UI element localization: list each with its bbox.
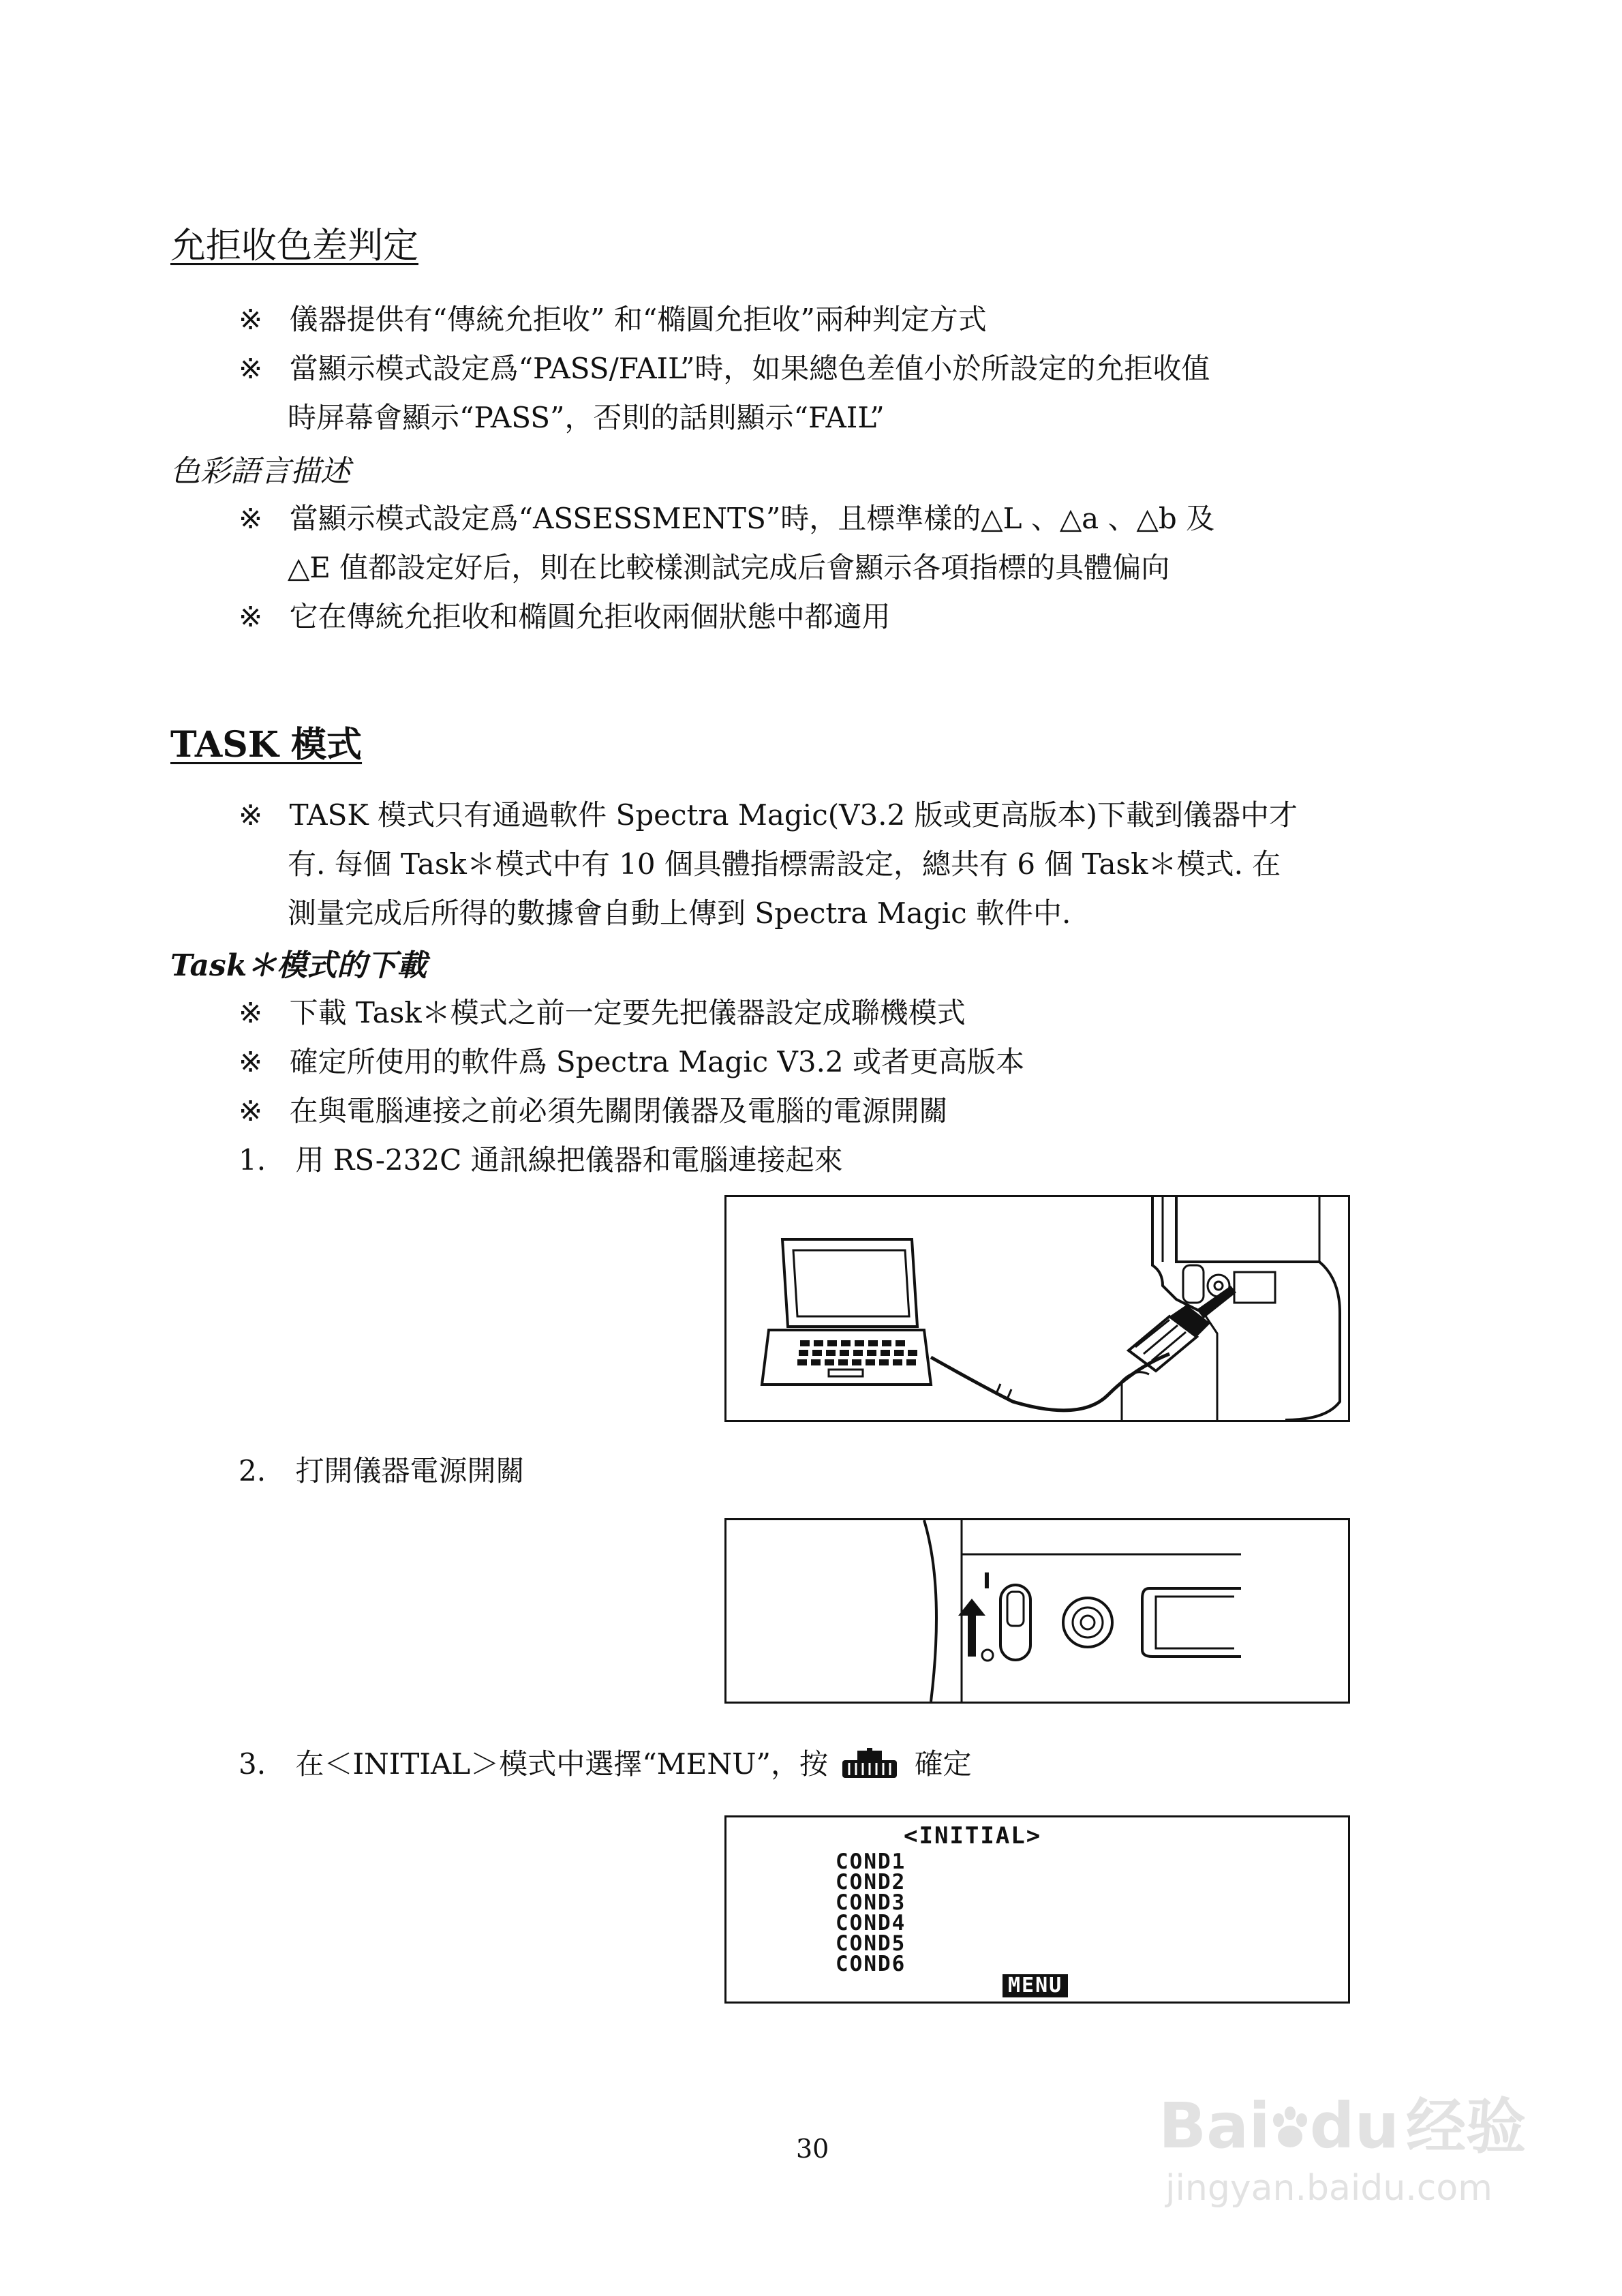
bullet-row xyxy=(239,1089,948,1130)
step-number: 1. xyxy=(239,1143,266,1177)
step-number: 2. xyxy=(239,1454,266,1487)
step-text: 用 RS-232C 通訊線把儀器和電腦連接起來 xyxy=(295,1143,843,1177)
bullet-mark: ※ xyxy=(239,352,263,385)
bullet-text: 下載 Task＊模式之前一定要先把儀器設定成聯機模式 xyxy=(289,996,966,1029)
step-text-after: 確定 xyxy=(914,1747,972,1781)
page-number: 30 xyxy=(796,2134,829,2164)
figure-cable-connection xyxy=(724,1195,1350,1422)
port-rs232-icon xyxy=(1142,1588,1241,1657)
bullet-mark: ※ xyxy=(239,502,263,535)
section-title-task-mode: TASK 模式 xyxy=(170,724,363,766)
bullet-text: 儀器提供有“傳統允拒收” 和“橢圓允拒收”兩种判定方式 xyxy=(289,303,987,336)
lcd-header: <INITIAL> xyxy=(904,1822,1042,1849)
bullet-mark: ※ xyxy=(239,1094,263,1128)
bullet-text: TASK 模式只有通過軟件 Spectra Magic(V3.2 版或更高版本)下載到儀器中才 xyxy=(289,798,1298,832)
figure-power-switch xyxy=(724,1518,1350,1704)
power-switch-icon xyxy=(1000,1585,1030,1660)
laptop-screen-icon xyxy=(782,1239,917,1327)
port-round-icon xyxy=(1063,1598,1112,1647)
bullet-continuation: 測量完成后所得的數據會自動上傳到 Spectra Magic 軟件中. xyxy=(288,896,1071,930)
bullet-mark: ※ xyxy=(239,600,263,633)
step-2 xyxy=(239,1449,524,1490)
laptop-cable-illustration xyxy=(726,1197,1348,1420)
watermark-logo xyxy=(1159,2079,1526,2165)
section-title-tolerance: 允拒收色差判定 xyxy=(170,226,419,267)
step-text: 打開儀器電源開關 xyxy=(295,1454,525,1487)
watermark-brand-du: du xyxy=(1309,2089,1400,2162)
watermark-cn: 经验 xyxy=(1406,2091,1527,2162)
lcd-initial-screen xyxy=(724,1815,1350,2004)
bullet-text: 它在傳統允拒收和橢圓允拒收兩個狀態中都適用 xyxy=(289,600,891,633)
bullet-text: 當顯示模式設定爲“ASSESSMENTS”時，且標準樣的△L 、△a 、△b 及 xyxy=(289,502,1215,535)
lcd-item: COND4 xyxy=(836,1911,906,1935)
lcd-item: COND5 xyxy=(836,1931,906,1956)
bullet-row xyxy=(239,297,1397,338)
bullet-row xyxy=(239,991,966,1031)
section-title-task-download: Task＊模式的下載 xyxy=(170,948,427,983)
bullet-row xyxy=(239,594,891,635)
step-number: 3. xyxy=(239,1747,266,1781)
bullet-text: 當顯示模式設定爲“PASS/FAIL”時，如果總色差值小於所設定的允拒收值 xyxy=(289,352,1210,385)
lcd-item: COND6 xyxy=(836,1952,906,1976)
paw-icon xyxy=(1270,2094,1310,2141)
lcd-item: COND2 xyxy=(836,1870,906,1894)
bullet-continuation: 有. 每個 Task＊模式中有 10 個具體指標需設定，總共有 6 個 Task＊模式. 在 xyxy=(288,847,1281,881)
lcd-item: COND3 xyxy=(836,1890,906,1915)
bullet-mark: ※ xyxy=(239,1045,263,1078)
bullet-mark: ※ xyxy=(239,996,263,1029)
watermark-url: jingyan.baidu.com xyxy=(1165,2168,1493,2209)
step-3 xyxy=(239,1742,972,1783)
bullet-continuation: △E 值都設定好后，則在比較樣測試完成后會顯示各項指標的具體偏向 xyxy=(288,551,1170,584)
lcd-menu-softkey: MENU xyxy=(1003,1974,1068,1997)
watermark-brand: Bai xyxy=(1159,2089,1270,2162)
bullet-row xyxy=(239,496,1214,537)
bullet-mark: ※ xyxy=(239,798,263,832)
bullet-text: 在與電腦連接之前必須先關閉儀器及電腦的電源開關 xyxy=(289,1094,948,1128)
power-switch-illustration xyxy=(726,1520,1348,1702)
section-title-color-language: 色彩語言描述 xyxy=(170,454,350,489)
step-1 xyxy=(239,1138,843,1179)
bullet-row xyxy=(239,1040,1024,1081)
lcd-item: COND1 xyxy=(836,1849,906,1874)
step-text: 在＜INITIAL＞模式中選擇“MENU”，按 xyxy=(295,1747,828,1781)
dial-button-icon xyxy=(841,1748,898,1779)
switch-on-label: I xyxy=(983,1568,991,1594)
bullet-continuation: 時屏幕會顯示“PASS”，否則的話則顯示“FAIL” xyxy=(288,401,885,434)
bullet-text: 確定所使用的軟件爲 Spectra Magic V3.2 或者更高版本 xyxy=(289,1045,1025,1078)
instrument-edge xyxy=(924,1520,936,1702)
bullet-row xyxy=(239,346,1210,387)
bullet-mark: ※ xyxy=(239,303,263,336)
bullet-row xyxy=(239,793,1298,834)
